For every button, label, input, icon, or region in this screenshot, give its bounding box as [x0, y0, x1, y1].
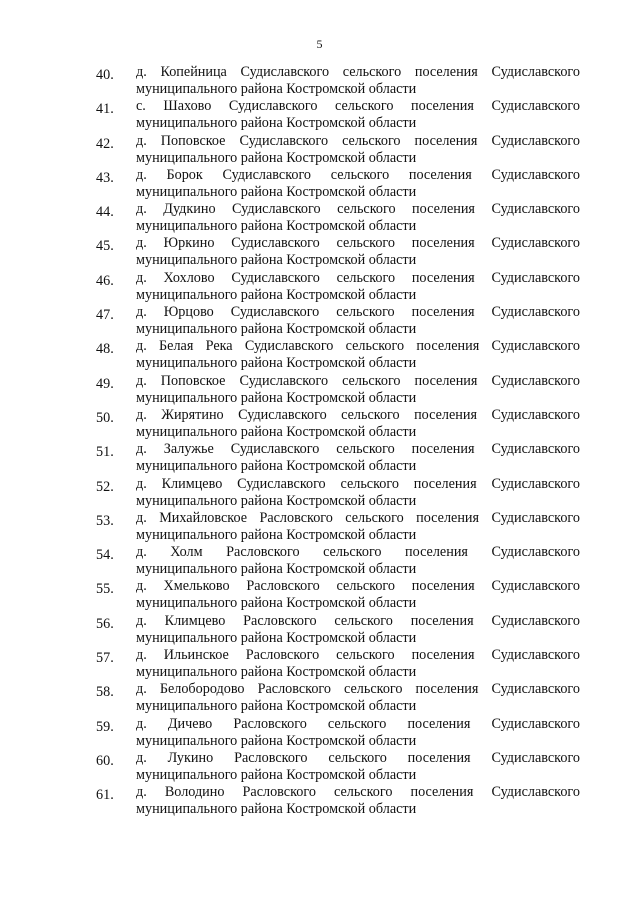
- list-item-text-line-1: д. Юрцово Судиславского сельского поселения Судиславского: [136, 304, 580, 321]
- list-item-text-line-2: муниципального района Костромской области: [136, 321, 417, 338]
- list-item-text-line-1: д. Михайловское Расловского сельского поселения Судиславского: [136, 509, 580, 526]
- list-item-number: 56.: [96, 615, 114, 632]
- list-item: [0, 476, 639, 510]
- list-item: [0, 510, 639, 544]
- list-item-number: 43.: [96, 169, 114, 186]
- list-item: [0, 647, 639, 681]
- list-item: [0, 681, 639, 715]
- list-item-number: 53.: [96, 512, 114, 529]
- list-item-text-line-2: муниципального района Костромской области: [136, 561, 417, 578]
- list-item: [0, 270, 639, 304]
- list-item-number: 51.: [96, 444, 114, 461]
- list-item-text-line-1: д. Поповское Судиславского сельского поселения Судиславского: [136, 132, 580, 149]
- list-item: [0, 441, 639, 475]
- list-item: [0, 304, 639, 338]
- list-item-text-line-2: муниципального района Костромской области: [136, 183, 417, 200]
- list-item-text-line-2: муниципального района Костромской области: [136, 732, 417, 749]
- list-item-text-line-1: д. Дичево Расловского сельского поселения Судиславского: [136, 715, 580, 732]
- list-item-text-line-1: д. Климцево Расловского сельского поселения Судиславского: [136, 612, 580, 629]
- list-item-number: 44.: [96, 204, 114, 221]
- list-item: [0, 98, 639, 132]
- list-item-number: 54.: [96, 547, 114, 564]
- list-item-number: 48.: [96, 341, 114, 358]
- list-item-text-line-2: муниципального района Костромской области: [136, 389, 417, 406]
- list-item-text-line-1: д. Холм Расловского сельского поселения Судиславского: [136, 544, 580, 561]
- list-item-text-line-2: муниципального района Костромской области: [136, 526, 417, 543]
- list-item-text-line-2: муниципального района Костромской области: [136, 766, 417, 783]
- list-item-text-line-2: муниципального района Костромской области: [136, 664, 417, 681]
- list-item-number: 58.: [96, 684, 114, 701]
- list-item: [0, 750, 639, 784]
- list-item-text-line-1: д. Залужье Судиславского сельского поселения Судиславского: [136, 441, 580, 458]
- list-item-number: 52.: [96, 478, 114, 495]
- list-item-number: 55.: [96, 581, 114, 598]
- settlement-list: [0, 64, 639, 819]
- list-item-number: 49.: [96, 375, 114, 392]
- list-item-number: 46.: [96, 272, 114, 289]
- list-item-text-line-1: с. Шахово Судиславского сельского поселения Судиславского: [136, 98, 580, 115]
- list-item-text-line-2: муниципального района Костромской области: [136, 698, 417, 715]
- list-item-text-line-2: муниципального района Костромской области: [136, 595, 417, 612]
- list-item: [0, 578, 639, 612]
- list-item: [0, 373, 639, 407]
- list-item: [0, 235, 639, 269]
- list-item: [0, 64, 639, 98]
- list-item-text-line-1: д. Климцево Судиславского сельского поселения Судиславского: [136, 475, 580, 492]
- list-item: [0, 338, 639, 372]
- list-item-text-line-1: д. Белобородово Расловского сельского поселения Судиславского: [136, 681, 580, 698]
- list-item-text-line-1: д. Ильинское Расловского сельского поселения Судиславского: [136, 647, 580, 664]
- list-item-number: 50.: [96, 409, 114, 426]
- list-item-text-line-1: д. Хохлово Судиславского сельского поселения Судиславского: [136, 269, 580, 286]
- list-item-number: 57.: [96, 650, 114, 667]
- list-item-text-line-2: муниципального района Костромской области: [136, 115, 417, 132]
- list-item-text-line-2: муниципального района Костромской области: [136, 629, 417, 646]
- list-item-text-line-2: муниципального района Костромской области: [136, 355, 417, 372]
- list-item: [0, 201, 639, 235]
- list-item-number: 41.: [96, 101, 114, 118]
- list-item: [0, 407, 639, 441]
- list-item-text-line-2: муниципального района Костромской области: [136, 252, 417, 269]
- list-item-number: 59.: [96, 718, 114, 735]
- list-item-text-line-1: д. Белая Река Судиславского сельского поселения Судиславского: [136, 338, 580, 355]
- list-item-text-line-1: д. Володино Расловского сельского поселения Судиславского: [136, 784, 580, 801]
- list-item-text-line-1: д. Дудкино Судиславского сельского поселения Судиславского: [136, 201, 580, 218]
- list-item-text-line-2: муниципального района Костромской области: [136, 423, 417, 440]
- list-item-text-line-2: муниципального района Костромской области: [136, 218, 417, 235]
- list-item-number: 42.: [96, 135, 114, 152]
- list-item-text-line-1: д. Копейница Судиславского сельского поселения Судиславского: [136, 64, 580, 80]
- list-item-text-line-2: муниципального района Костромской области: [136, 286, 417, 303]
- list-item: [0, 167, 639, 201]
- list-item-text-line-1: д. Лукино Расловского сельского поселения Судиславского: [136, 749, 580, 766]
- list-item: [0, 133, 639, 167]
- list-item: [0, 784, 639, 818]
- list-item: [0, 613, 639, 647]
- list-item-text-line-2: муниципального района Костромской области: [136, 492, 417, 509]
- list-item-number: 47.: [96, 307, 114, 324]
- list-item-text-line-1: д. Поповское Судиславского сельского поселения Судиславского: [136, 372, 580, 389]
- list-item: [0, 544, 639, 578]
- list-item-text-line-1: д. Борок Судиславского сельского поселения Судиславского: [136, 166, 580, 183]
- list-item: [0, 716, 639, 750]
- list-item-text-line-1: д. Жирятино Судиславского сельского поселения Судиславского: [136, 406, 580, 423]
- list-item-number: 60.: [96, 752, 114, 769]
- list-item-text-line-2: муниципального района Костромской области: [136, 801, 417, 818]
- list-item-text-line-2: муниципального района Костромской области: [136, 149, 417, 166]
- list-item-number: 45.: [96, 238, 114, 255]
- list-item-number: 61.: [96, 787, 114, 804]
- list-item-text-line-2: муниципального района Костромской области: [136, 458, 417, 475]
- list-item-text-line-1: д. Юркино Судиславского сельского поселения Судиславского: [136, 235, 580, 252]
- list-item-text-line-2: муниципального района Костромской области: [136, 81, 417, 97]
- list-item-number: 40.: [96, 67, 114, 83]
- list-item-text-line-1: д. Хмельково Расловского сельского поселения Судиславского: [136, 578, 580, 595]
- page-number: 5: [316, 37, 323, 51]
